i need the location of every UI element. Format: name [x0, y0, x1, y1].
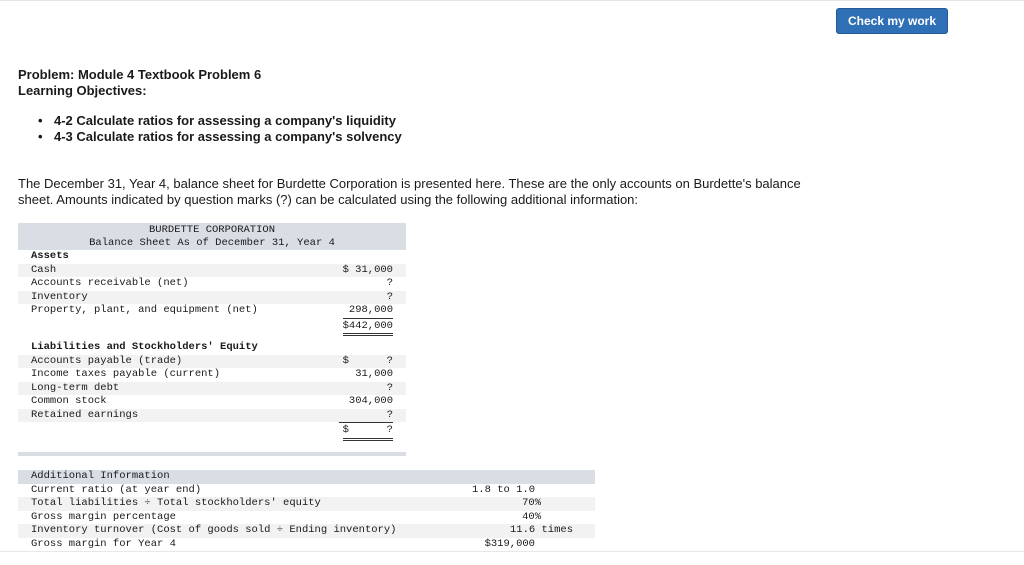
row-label: Retained earnings — [31, 408, 139, 421]
row-label: Accounts receivable (net) — [31, 277, 189, 289]
assets-heading-row — [18, 250, 406, 264]
table-row — [18, 382, 406, 396]
objectives-list — [38, 113, 402, 145]
row-label: Cash — [31, 263, 57, 276]
row-label: Current ratio (at year end) — [31, 483, 202, 496]
assets-heading: Assets — [31, 250, 69, 262]
row-value: 11.6 times — [509, 524, 573, 536]
row-value: 1.8 to 1.0 — [471, 483, 535, 496]
row-value: 40% — [522, 510, 541, 523]
table-row — [18, 291, 406, 305]
top-divider — [0, 0, 1024, 1]
table-row — [18, 395, 406, 409]
row-label: Long-term debt — [31, 381, 120, 394]
table-row — [18, 368, 406, 382]
row-value: ? — [386, 290, 393, 303]
row-value: 304,000 — [348, 395, 393, 407]
row-label: Total liabilities ÷ Total stockholders' equity — [31, 497, 321, 509]
table-row — [18, 264, 406, 278]
table-row — [18, 484, 595, 498]
learning-objectives-heading: Learning Objectives: — [18, 83, 147, 98]
row-label: Accounts payable (trade) — [31, 354, 183, 367]
row-label: Gross margin for Year 4 — [31, 537, 176, 550]
total-assets-value: $442,000 — [343, 320, 393, 337]
objective-item: • 4-3 Calculate ratios for assessing a company's solvency — [38, 129, 402, 145]
table-row — [18, 355, 406, 369]
row-label: Income taxes payable (current) — [31, 368, 221, 380]
balance-sheet-header — [18, 223, 406, 250]
table-row — [18, 511, 595, 525]
bottom-divider — [0, 551, 1024, 565]
row-value: $ 31,000 — [342, 263, 393, 276]
row-value: ? — [339, 409, 393, 424]
row-label: Inventory turnover (Cost of goods sold ÷ Ending inventory) — [31, 524, 397, 536]
row-value: 298,000 — [343, 304, 393, 319]
company-name: BURDETTE CORPORATION — [148, 224, 276, 236]
problem-intro: The December 31, Year 4, balance sheet for Burdette Corporation is presented here. These are the only accounts on Burdette's balance sheet. Amounts indicated by question marks (?) can be calculated using the following additional information: — [18, 176, 801, 207]
liabilities-heading-row — [18, 341, 406, 355]
row-label: Inventory — [31, 290, 88, 303]
row-value: ? — [386, 381, 393, 394]
check-my-work-button[interactable]: Check my work — [836, 8, 948, 34]
additional-info-heading: Additional Information — [18, 470, 595, 484]
row-value: $319,000 — [484, 537, 535, 550]
problem-title: Problem: Module 4 Textbook Problem 6 — [18, 67, 262, 82]
table-row — [18, 304, 406, 318]
balance-sheet-subtitle: Balance Sheet As of December 31, Year 4 — [89, 237, 335, 249]
row-value: ? — [386, 277, 393, 289]
objective-item: • 4-2 Calculate ratios for assessing a company's liquidity — [38, 113, 402, 129]
row-label: Common stock — [31, 395, 107, 407]
table-row — [18, 409, 406, 423]
row-value: 31,000 — [355, 368, 393, 380]
row-value: 70% — [522, 497, 541, 509]
additional-info-table — [18, 470, 595, 551]
table-row — [18, 497, 595, 511]
table-footer-bar — [18, 452, 406, 456]
table-row — [18, 524, 595, 538]
table-row — [18, 277, 406, 291]
total-liabilities-value: $ ? — [343, 424, 393, 441]
row-value: $ ? — [342, 354, 393, 367]
balance-sheet-table — [18, 223, 406, 456]
row-label: Gross margin percentage — [31, 510, 176, 523]
liabilities-heading: Liabilities and Stockholders' Equity — [31, 341, 258, 353]
row-label: Property, plant, and equipment (net) — [31, 304, 258, 316]
total-assets-row — [18, 320, 406, 334]
total-liabilities-row — [18, 424, 406, 438]
table-row — [18, 538, 595, 552]
